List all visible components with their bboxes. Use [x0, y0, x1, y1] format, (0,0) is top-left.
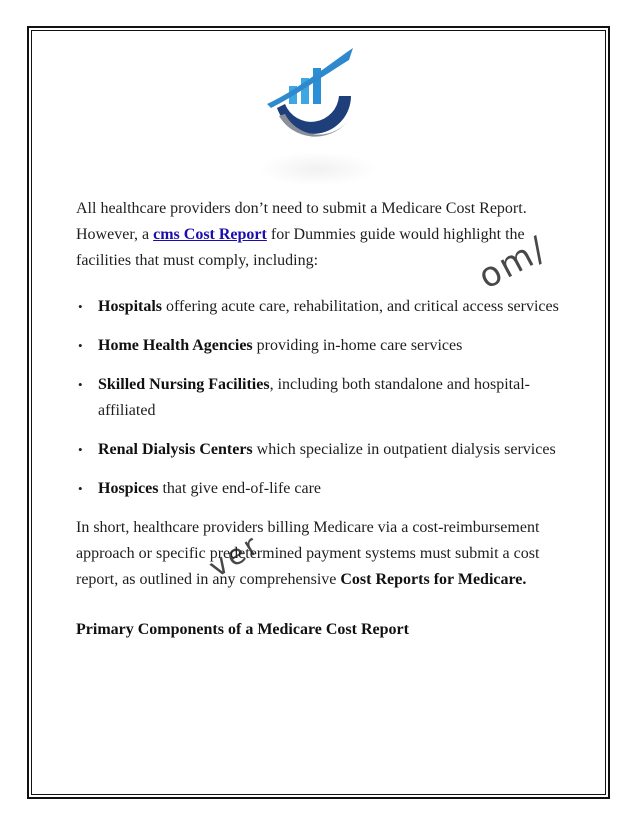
logo-shadow: [258, 152, 378, 186]
item-description: which specialize in outpatient dialysis services: [252, 441, 556, 458]
bullet-icon: •: [78, 299, 83, 314]
bullet-icon: •: [78, 338, 83, 353]
list-item: [76, 333, 576, 359]
facility-list: [76, 294, 576, 502]
bullet-icon: •: [78, 442, 83, 457]
item-term: Hospices: [98, 480, 159, 497]
item-description: offering acute care, rehabilitation, and critical access services: [162, 298, 559, 315]
item-description: providing in-home care services: [252, 337, 463, 354]
summary-paragraph: [76, 515, 576, 593]
list-item: [76, 476, 576, 502]
cms-cost-report-link[interactable]: cms Cost Report: [153, 226, 267, 243]
list-item: [76, 372, 576, 424]
list-item: [76, 294, 576, 320]
intro-paragraph: [76, 196, 576, 274]
watermark-fragment: om/: [472, 228, 554, 298]
summary-emphasis: Cost Reports for Medicare.: [340, 571, 527, 588]
item-term: Home Health Agencies: [98, 337, 253, 354]
section-heading: Primary Components of a Medicare Cost Report: [76, 621, 409, 638]
item-description: , including both standalone and hospital-affiliated: [98, 376, 530, 419]
bullet-icon: •: [78, 377, 83, 392]
company-logo: [259, 38, 359, 148]
watermark-fragment: ver: [203, 527, 267, 584]
document-body: [76, 196, 576, 643]
intro-text: for Dummies guide would highlight the facilities that must comply, including:: [76, 226, 525, 269]
bar-chart-logo-icon: [259, 38, 359, 148]
intro-text: All healthcare providers don’t need to submit a Medicare Cost Report. However, a: [76, 200, 527, 243]
item-term: Renal Dialysis Centers: [98, 441, 253, 458]
item-term: Hospitals: [98, 298, 163, 315]
item-term: Skilled Nursing Facilities: [98, 376, 270, 393]
list-item: [76, 437, 576, 463]
bullet-icon: •: [78, 481, 83, 496]
summary-text: In short, healthcare providers billing Medicare via a cost-reimbursement approach or specific predetermined payment systems must submit a cost report, as outlined in any comprehensive: [76, 519, 540, 588]
item-description: that give end-of-life care: [158, 480, 322, 497]
